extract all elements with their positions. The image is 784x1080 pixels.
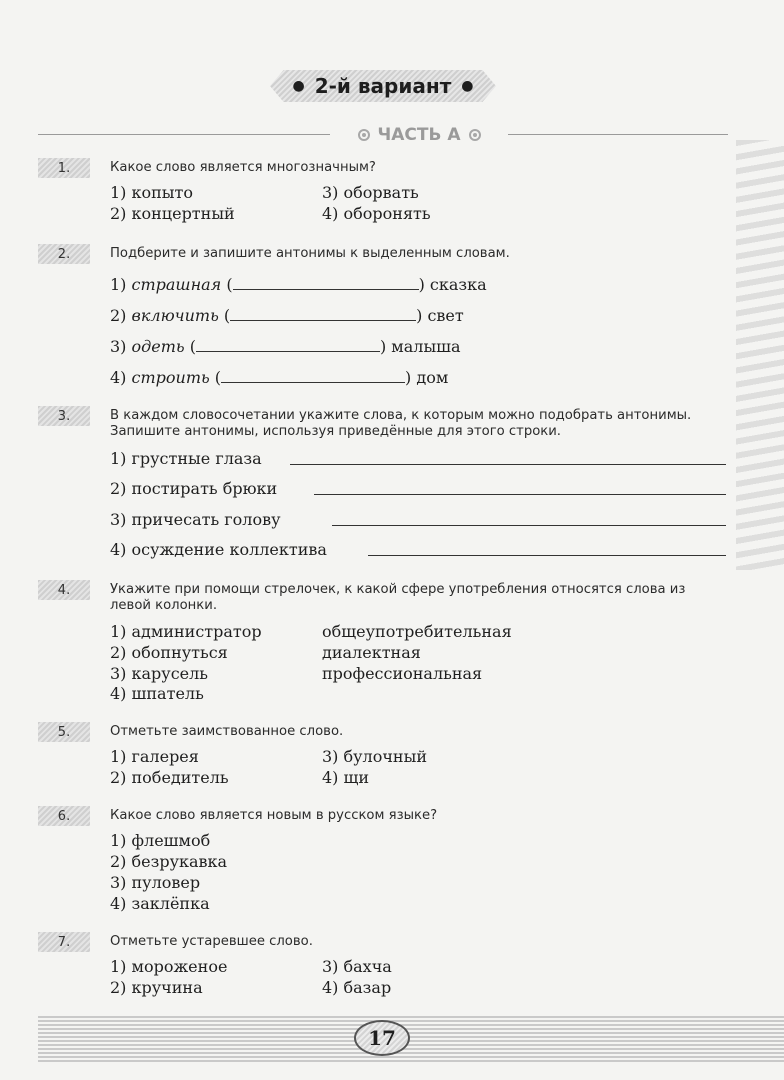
left-column-word[interactable]: 4) шпатель (110, 684, 204, 703)
left-column-word[interactable]: 1) администратор (110, 622, 262, 641)
phrase-item: 1) грустные глаза (110, 449, 262, 468)
page-title-text: 2-й вариант (314, 74, 452, 98)
answer-option[interactable]: 2) безрукавка (110, 852, 228, 871)
task-3 (38, 406, 728, 562)
task-question: Подберите и запишите антонимы к выделенным словам. (110, 246, 510, 261)
open-paren: ( (209, 368, 222, 387)
item-prefix: 2) (110, 306, 132, 325)
answer-option[interactable]: 3) пуловер (110, 873, 201, 892)
task-number: 3. (38, 406, 90, 426)
task-4 (38, 580, 728, 706)
answer-option[interactable]: 4) заклёпка (110, 894, 210, 913)
part-label (334, 124, 504, 146)
task-number: 1. (38, 158, 90, 178)
answer-blank[interactable] (221, 369, 405, 383)
item-suffix: ) сказка (418, 275, 487, 294)
task-number: 5. (38, 722, 90, 742)
task-question: Какое слово является многозначным? (110, 160, 376, 175)
item-prefix: 1) (110, 275, 132, 294)
answer-line[interactable] (290, 464, 726, 465)
task-number: 4. (38, 580, 90, 600)
answer-option[interactable]: 3) оборвать (322, 183, 419, 202)
item-prefix: 4) (110, 368, 132, 387)
highlighted-word: включить (131, 306, 219, 325)
answer-option[interactable]: 1) мороженое (110, 957, 228, 976)
task-6 (38, 806, 728, 916)
open-paren: ( (218, 306, 231, 325)
answer-line[interactable] (368, 555, 726, 556)
part-label-text: ЧАСТЬ А (377, 125, 461, 145)
task-7 (38, 932, 728, 1000)
task-question: Укажите при помощи стрелочек, к какой сфере употребления относятся слова из левой колонки. (110, 582, 686, 613)
task-number: 7. (38, 932, 90, 952)
answer-blank[interactable] (196, 338, 380, 352)
item-suffix: ) дом (405, 368, 449, 387)
answer-option[interactable]: 1) галерея (110, 747, 199, 766)
open-paren: ( (221, 275, 233, 294)
answer-blank[interactable] (230, 307, 416, 321)
usage-sphere[interactable]: диалектная (322, 643, 421, 662)
answer-option[interactable]: 2) концертный (110, 204, 235, 223)
antonym-item (110, 275, 487, 294)
part-divider (38, 124, 728, 146)
circle-icon (358, 129, 370, 141)
answer-option[interactable]: 1) флешмоб (110, 831, 211, 850)
answer-option[interactable]: 3) бахча (322, 957, 392, 976)
left-column-word[interactable]: 3) карусель (110, 664, 209, 683)
divider-rule (38, 134, 330, 135)
answer-blank[interactable] (233, 276, 419, 290)
antonym-item (110, 368, 448, 387)
highlighted-word: одеть (131, 337, 185, 356)
decorative-stripes (736, 140, 784, 570)
open-paren: ( (184, 337, 196, 356)
phrase-item: 3) причесать голову (110, 510, 281, 529)
circle-icon (469, 129, 481, 141)
item-suffix: ) свет (416, 306, 464, 325)
bullet-icon: ● (461, 78, 474, 94)
task-1 (38, 158, 728, 228)
answer-option[interactable]: 4) щи (322, 768, 370, 787)
answer-option[interactable]: 1) копыто (110, 183, 194, 202)
phrase-item: 2) постирать брюки (110, 479, 278, 498)
task-question: Отметьте устаревшее слово. (110, 934, 313, 949)
antonym-item (110, 306, 464, 325)
answer-option[interactable]: 2) кручина (110, 978, 203, 997)
footer-band (38, 1016, 784, 1064)
answer-line[interactable] (332, 525, 726, 526)
page-number: 17 (354, 1020, 410, 1056)
task-5 (38, 722, 728, 790)
left-column-word[interactable]: 2) обопнуться (110, 643, 228, 662)
task-question: В каждом словосочетании укажите слова, к которым можно подобрать антонимы. Запишите антонимы, используя приведённые для этого строки. (110, 408, 692, 439)
task-question: Какое слово является новым в русском языке? (110, 808, 438, 823)
phrase-item: 4) осуждение коллектива (110, 540, 327, 559)
page-title (270, 66, 496, 106)
variant-header (270, 66, 496, 106)
answer-option[interactable]: 4) оборонять (322, 204, 431, 223)
divider-rule (508, 134, 728, 135)
item-prefix: 3) (110, 337, 132, 356)
answer-option[interactable]: 2) победитель (110, 768, 229, 787)
task-number: 6. (38, 806, 90, 826)
bullet-icon: ● (292, 78, 305, 94)
item-suffix: ) малыша (379, 337, 461, 356)
answer-line[interactable] (314, 494, 726, 495)
task-number: 2. (38, 244, 90, 264)
answer-option[interactable]: 4) базар (322, 978, 392, 997)
usage-sphere[interactable]: профессиональная (322, 664, 483, 683)
answer-option[interactable]: 3) булочный (322, 747, 427, 766)
task-2 (38, 244, 728, 394)
highlighted-word: строить (131, 368, 210, 387)
antonym-item (110, 337, 461, 356)
highlighted-word: страшная (131, 275, 222, 294)
usage-sphere[interactable]: общеупотребительная (322, 622, 512, 641)
task-question: Отметьте заимствованное слово. (110, 724, 344, 739)
